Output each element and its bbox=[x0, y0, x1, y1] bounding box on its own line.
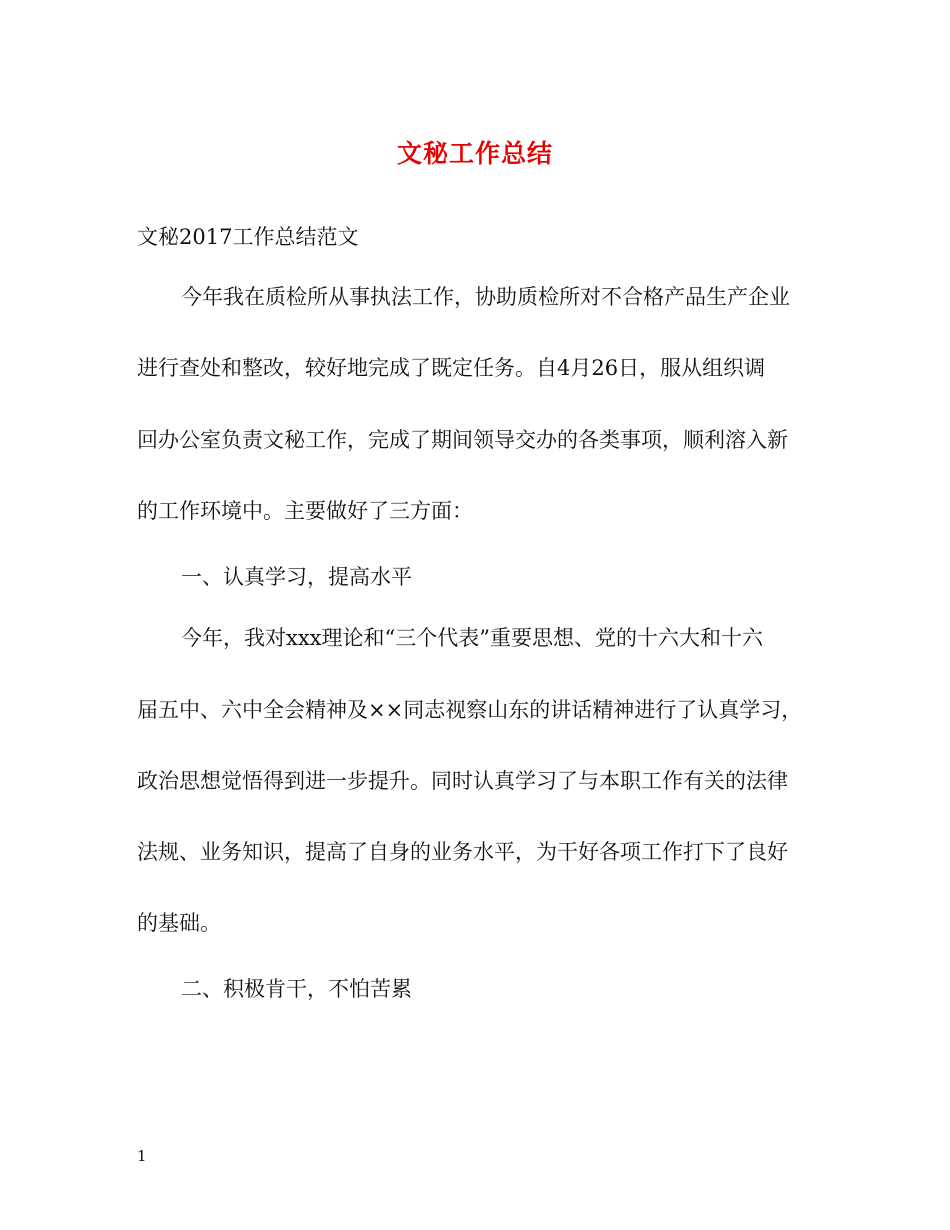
paragraph-line: 今年，我对xxx理论和“三个代表”重要思想、党的十六大和十六 bbox=[181, 626, 763, 650]
section-heading: 一、认真学习，提高水平 bbox=[181, 565, 412, 589]
paragraph-line: 今年我在质检所从事执法工作，协助质检所对不合格产品生产企业 bbox=[181, 285, 790, 309]
section-heading: 二、积极肯干，不怕苦累 bbox=[181, 977, 412, 1001]
paragraph-line: 的工作环境中。主要做好了三方面： bbox=[137, 499, 473, 523]
paragraph-line: 进行查处和整改，较好地完成了既定任务。自4月26日，服从组织调 bbox=[137, 356, 766, 380]
document-subtitle: 文秘2017工作总结范文 bbox=[137, 225, 359, 249]
document-title: 文秘工作总结 bbox=[396, 139, 553, 168]
paragraph-line: 的基础。 bbox=[137, 911, 221, 935]
page-number: 1 bbox=[137, 1147, 147, 1165]
paragraph-line: 届五中、六中全会精神及××同志视察山东的讲话精神进行了认真学习， bbox=[137, 698, 803, 722]
paragraph-line: 法规、业务知识，提高了自身的业务水平，为干好各项工作打下了良好 bbox=[137, 840, 788, 864]
paragraph-line: 政治思想觉悟得到进一步提升。同时认真学习了与本职工作有关的法律 bbox=[137, 769, 788, 793]
paragraph-line: 回办公室负责文秘工作，完成了期间领导交办的各类事项，顺利溶入新 bbox=[137, 428, 788, 452]
